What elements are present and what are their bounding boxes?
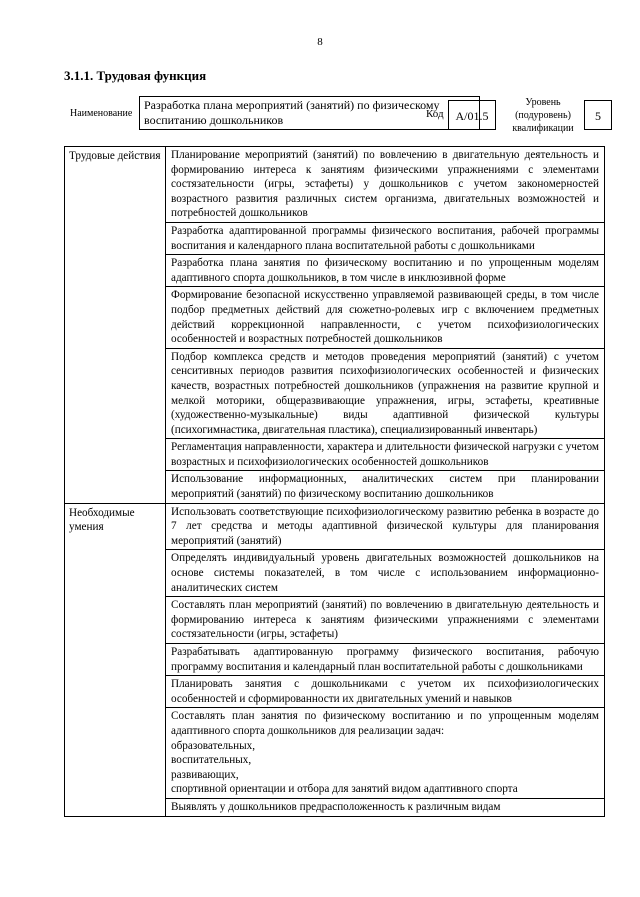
required-skill: Использовать соответствующие психофизиологическому развитию ребенка в возрасте до 7 лет средства и методы адаптивной физической культуры для планирования мероприятий (занятий) bbox=[166, 503, 605, 550]
table-wrapper bbox=[64, 146, 612, 830]
plan-line: образовательных, bbox=[171, 739, 256, 752]
name-value: Разработка плана мероприятий (занятий) по физическому воспитанию дошкольников bbox=[139, 96, 480, 130]
required-skill: Выявлять у дошкольников предрасположенность к различным видам bbox=[166, 798, 605, 816]
plan-line: Составлять план занятия по физическому воспитанию и по упрощенным моделям адаптивного спорта дошкольников для реализации задач: bbox=[171, 710, 599, 737]
function-header bbox=[64, 96, 612, 136]
level-value: 5 bbox=[584, 100, 612, 130]
code-value: А/01.5 bbox=[448, 100, 496, 130]
table-row bbox=[65, 503, 605, 550]
page-number: 8 bbox=[317, 36, 323, 48]
table-row bbox=[65, 147, 605, 223]
section-title: 3.1.1. Трудовая функция bbox=[64, 68, 207, 83]
code-label: Код bbox=[426, 108, 444, 120]
required-skill: Определять индивидуальный уровень двигательных возможностей дошкольников на основе системы показателей, в том числе с использованием информационно-аналитических систем bbox=[166, 550, 605, 597]
required-skill: Разрабатывать адаптированную программу физического воспитания, рабочую программу воспитания и календарный план воспитательной работы с дошкольниками bbox=[166, 644, 605, 676]
labor-action: Разработка плана занятия по физическому воспитанию и по упрощенным моделям адаптивного спорта дошкольников, в том числе в инклюзивной форме bbox=[166, 255, 605, 287]
plan-line: воспитательных, bbox=[171, 754, 252, 767]
required-skill-label: Необходимые умения bbox=[65, 503, 166, 816]
plan-line: спортивной ориентации и отбора для занятий видом адаптивного спорта bbox=[171, 783, 518, 796]
function-table bbox=[64, 146, 605, 817]
labor-action-label: Трудовые действия bbox=[65, 147, 166, 504]
labor-action: Планирование мероприятий (занятий) по вовлечению в двигательную деятельность и формированию интереса к занятиям физическими упражнениями с элементами состязательности (игры, эстафеты) у дошкольников с учетом закономерностей возрастного развития различных систем организма, двигательных возможностей и потребностей дошкольников bbox=[166, 147, 605, 223]
labor-action: Формирование безопасной искусственно управляемой развивающей среды, в том числе подбор предметных действий для сюжетно-ролевых игр с включением предметных действий коррекционной направленности, с учетом психофизиологических особенностей и возрастных потребностей дошкольников bbox=[166, 287, 605, 348]
labor-action: Регламентация направленности, характера и длительности физической нагрузки с учетом возрастных и психофизиологических особенностей дошкольников bbox=[166, 439, 605, 471]
labor-action: Подбор комплекса средств и методов проведения мероприятий (занятий) с учетом сенситивных периодов развития психофизиологических особенностей и физических качеств, возрастных потребностей дошкольников (упражнения на развитие крупной и мелкой моторики, общеразвивающие упражнения, игры, эстафеты, креативные (художественно-музыкальные) виды адаптивной физической культуры (психогимнастика, двигательная пластика), специализированный инвентарь) bbox=[166, 348, 605, 439]
plan-line: развивающих, bbox=[171, 768, 239, 781]
required-skill: Составлять план мероприятий (занятий) по вовлечению в двигательную деятельность и формированию интереса к занятиям физическими упражнениями с элементами состязательности (игры, эстафеты) bbox=[166, 597, 605, 644]
labor-action: Использование информационных, аналитических систем при планировании мероприятий (занятий) по физическому воспитанию дошкольников bbox=[166, 471, 605, 503]
required-skill: Планировать занятия с дошкольниками с учетом их психофизиологических особенностей и сформированности их двигательных умений и навыков bbox=[166, 676, 605, 708]
name-label: Наименование bbox=[70, 108, 133, 119]
required-skill bbox=[166, 708, 605, 799]
labor-action: Разработка адаптированной программы физического воспитания, рабочей программы воспитания и календарного плана воспитательной работы с дошкольниками bbox=[166, 222, 605, 254]
level-label: Уровень (подуровень) квалификации bbox=[512, 97, 574, 134]
